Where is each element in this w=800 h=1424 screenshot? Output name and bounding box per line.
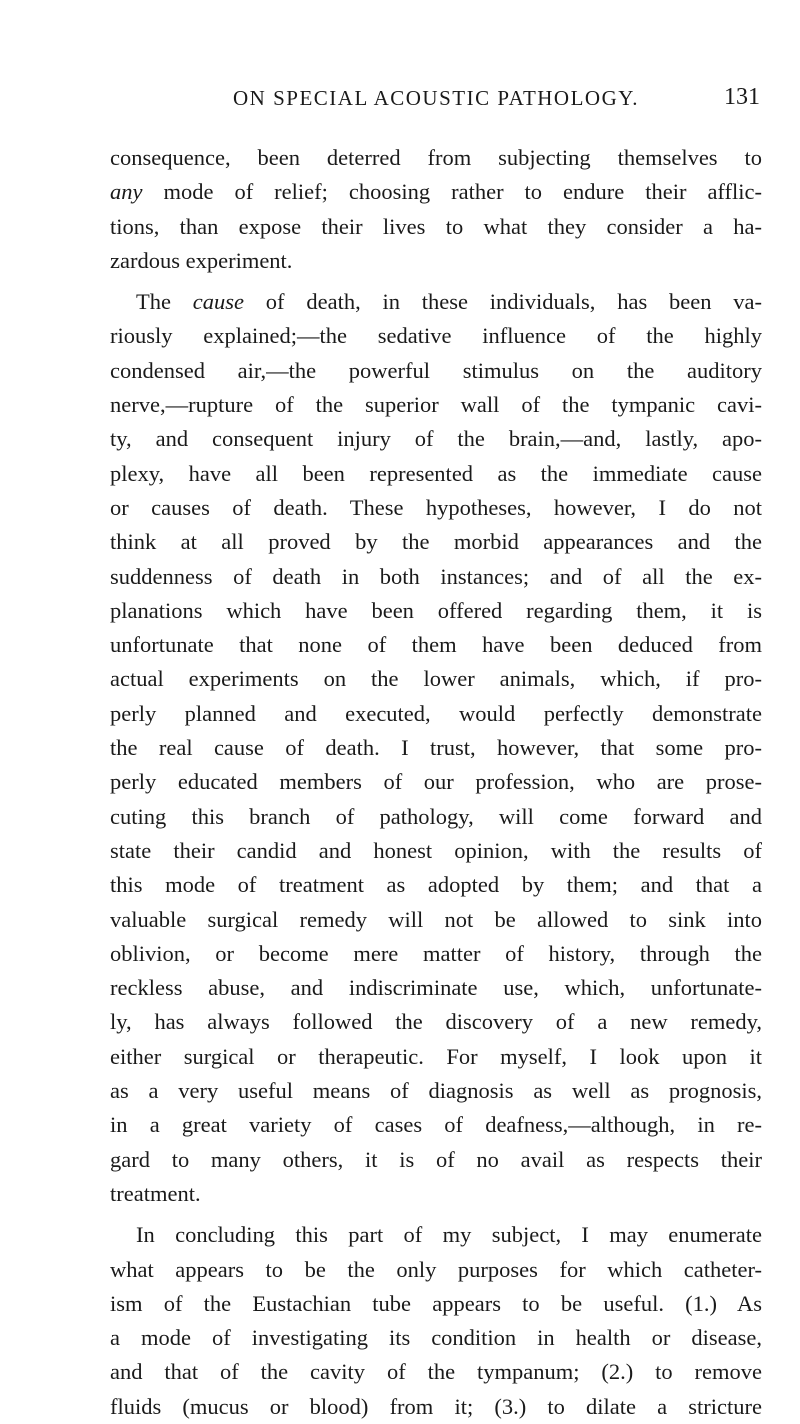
paragraph: [110, 141, 762, 278]
text-line: either surgical or therapeutic. For myself, I look upon it: [110, 1043, 762, 1069]
text-line: ty, and consequent injury of the brain,—and, lastly, apo-: [110, 426, 762, 452]
page-header: [112, 86, 760, 116]
text-line: fluids (mucus or blood) from it; (3.) to dilate a stricture: [110, 1393, 762, 1419]
text-line: consequence, been deterred from subjecting themselves to: [110, 145, 762, 170]
text-line: tions, than expose their lives to what they consider a ha-: [110, 213, 762, 239]
body-text: [110, 141, 762, 1424]
text-line: as a very useful means of diagnosis as well as prognosis,: [110, 1078, 762, 1104]
text-line: this mode of treatment as adopted by them; and that a: [110, 872, 762, 898]
text-line: oblivion, or become mere matter of history, through the: [110, 940, 762, 966]
text-line: in a great variety of cases of deafness,—although, in re-: [110, 1112, 762, 1138]
text-line: a mode of investigating its condition in health or disease,: [110, 1325, 762, 1351]
paragraph: [110, 285, 762, 1211]
text-line: cuting this branch of pathology, will come forward and: [110, 803, 762, 829]
text-line: planations which have been offered regarding them, it is: [110, 597, 762, 623]
text-line: state their candid and honest opinion, with the results of: [110, 837, 762, 863]
paragraph-gap: [110, 1211, 762, 1218]
text-line: In concluding this part of my subject, I may enumerate: [136, 1222, 762, 1248]
running-title: ON SPECIAL ACOUSTIC PATHOLOGY.: [233, 86, 639, 110]
paragraph-gap: [110, 278, 762, 285]
text-line: perly planned and executed, would perfectly demonstrate: [110, 700, 762, 726]
text-line: what appears to be the only purposes for which catheter-: [110, 1256, 762, 1282]
text-line: nerve,—rupture of the superior wall of the tympanic cavi-: [110, 392, 762, 418]
text-line: think at all proved by the morbid appearances and the: [110, 529, 762, 555]
text-line: or causes of death. These hypotheses, however, I do not: [110, 494, 762, 520]
paragraph: [110, 1218, 762, 1424]
text-line: perly educated members of our profession, who are prose-: [110, 769, 762, 795]
text-line: The cause of death, in these individuals, has been va-: [136, 289, 762, 315]
text-line: and that of the cavity of the tympanum; (2.) to remove: [110, 1359, 762, 1385]
text-line: treatment.: [110, 1180, 201, 1206]
text-line: unfortunate that none of them have been deduced from: [110, 632, 762, 658]
text-line: valuable surgical remedy will not be allowed to sink into: [110, 906, 762, 932]
text-line: condensed air,—the powerful stimulus on the auditory: [110, 357, 762, 383]
text-line: riously explained;—the sedative influence of the highly: [110, 323, 762, 349]
text-line: zardous experiment.: [110, 247, 293, 273]
text-line: plexy, have all been represented as the immediate cause: [110, 460, 762, 486]
text-line: suddenness of death in both instances; and of all the ex-: [110, 563, 762, 589]
text-line: ism of the Eustachian tube appears to be useful. (1.) As: [110, 1290, 762, 1316]
text-line: any mode of relief; choosing rather to endure their afflic-: [110, 179, 762, 205]
text-line: ly, has always followed the discovery of a new remedy,: [110, 1009, 762, 1035]
text-line: the real cause of death. I trust, however, that some pro-: [110, 735, 762, 761]
page-number: 131: [724, 84, 760, 110]
text-line: actual experiments on the lower animals, which, if pro-: [110, 666, 762, 692]
text-line: gard to many others, it is of no avail as respects their: [110, 1146, 762, 1172]
text-line: reckless abuse, and indiscriminate use, which, unfortunate-: [110, 975, 762, 1001]
